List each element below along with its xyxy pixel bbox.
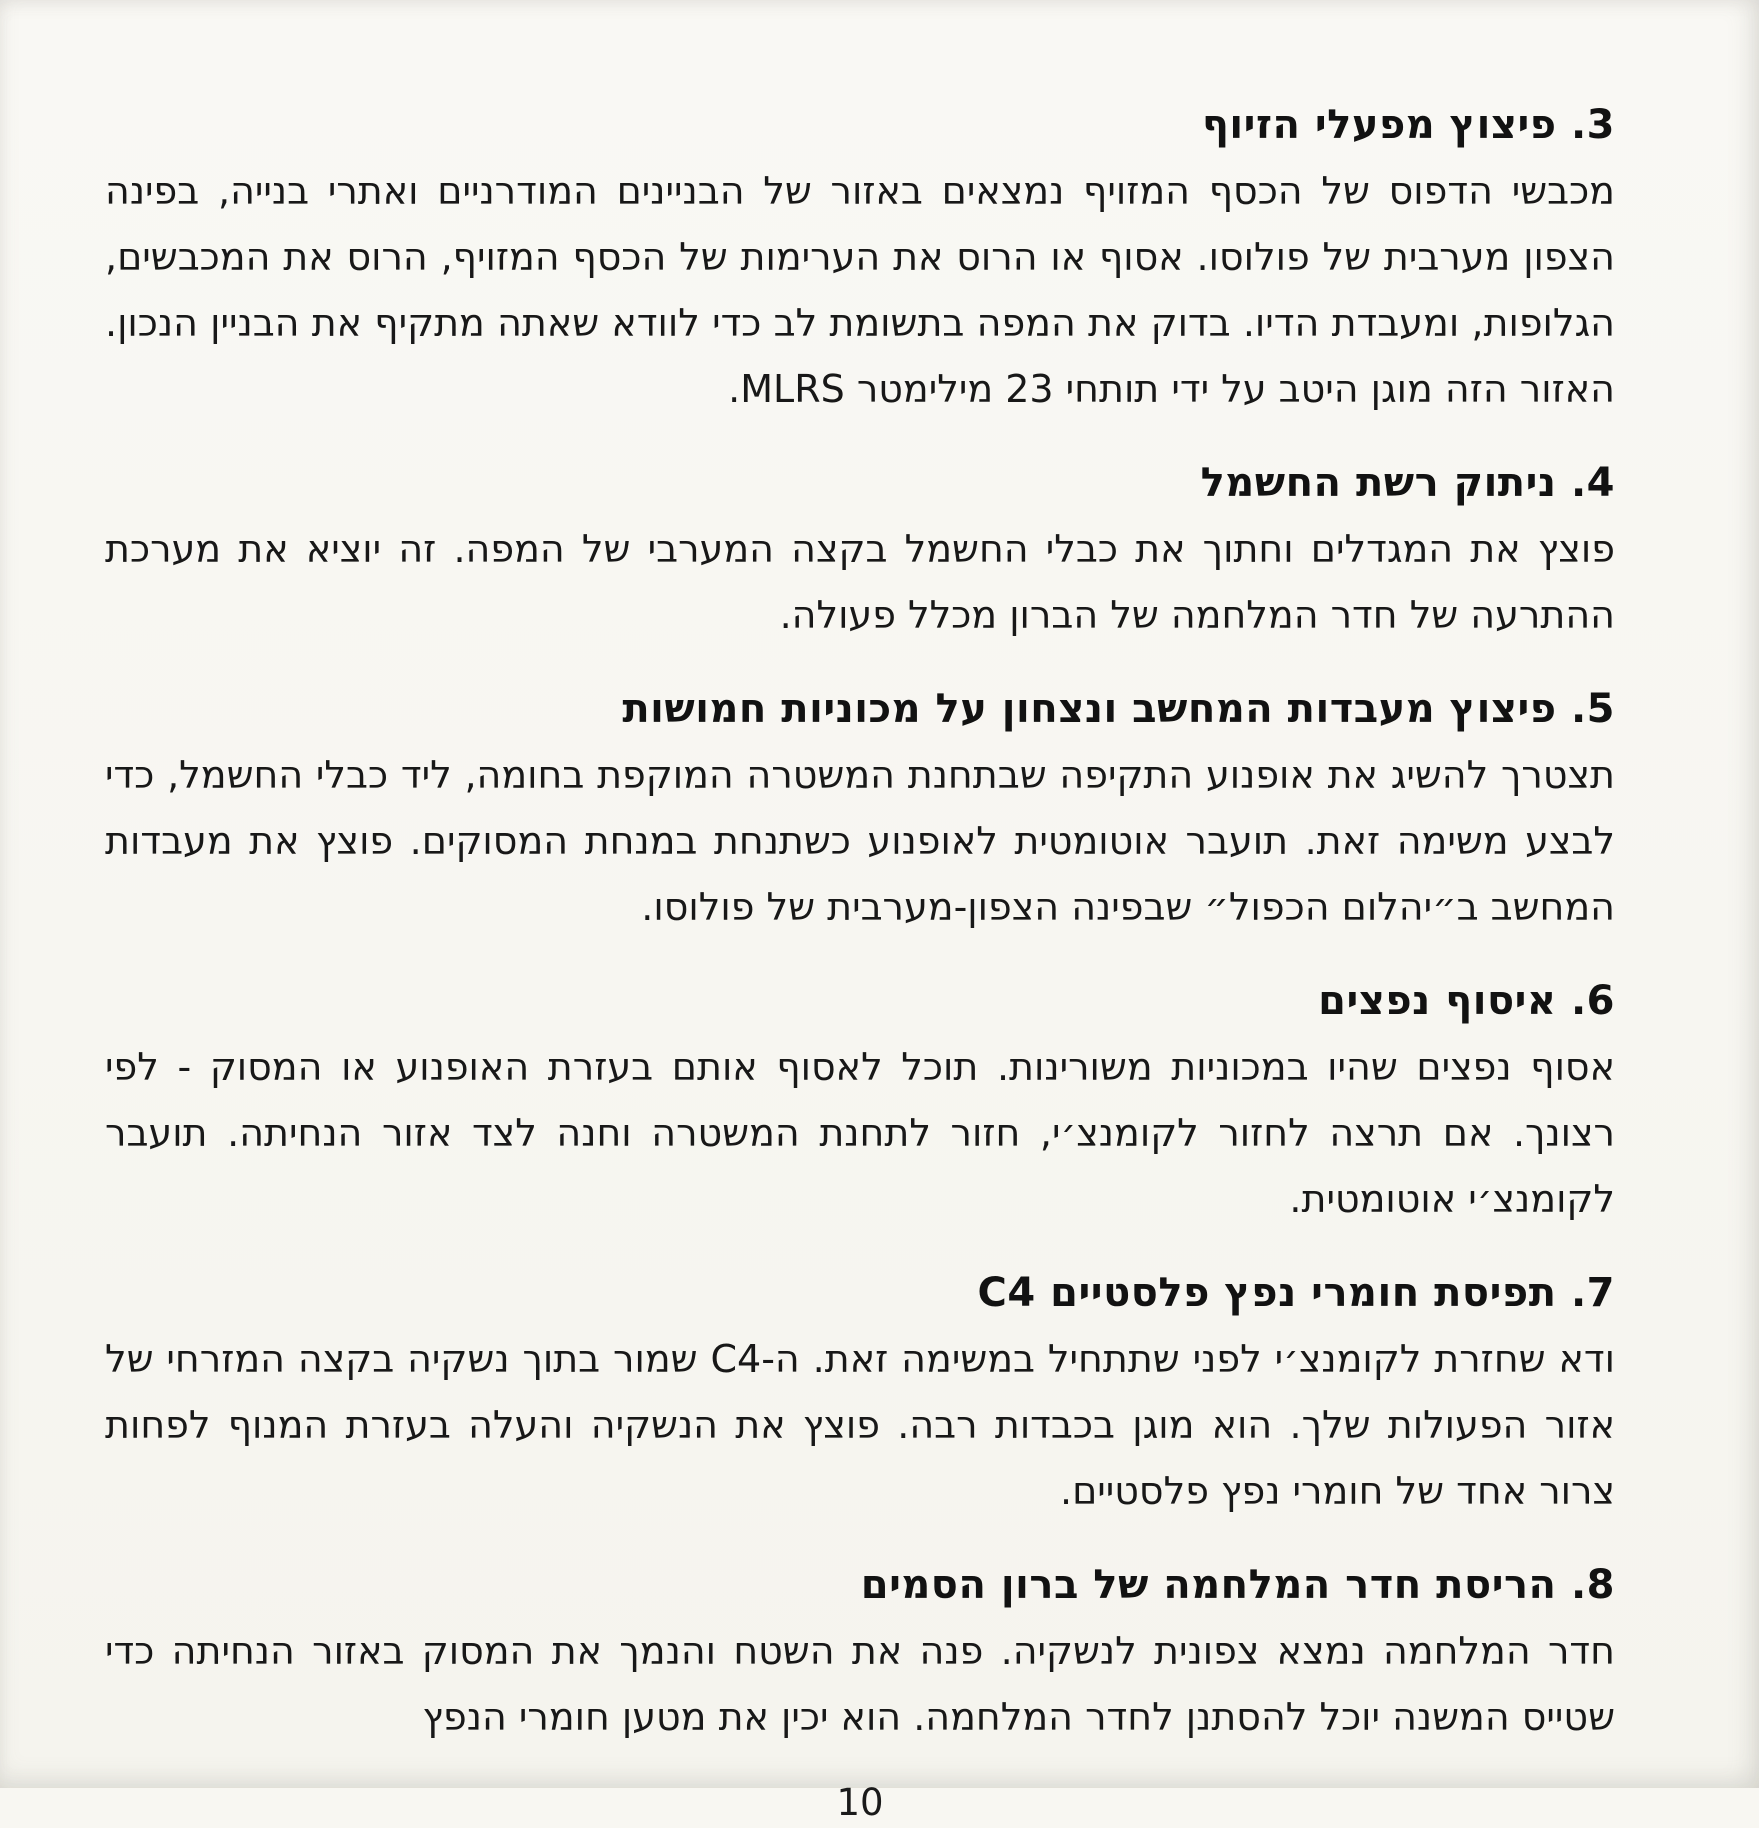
section-8-body: חדר המלחמה נמצא צפונית לנשקיה. פנה את השטח והנמך את המסוק באזור הנחיתה כדי שטייס המשנה יוכל להסתנן לחדר המלחמה. הוא יכין את מטען חומרי הנפץ bbox=[105, 1629, 1615, 1739]
section-3 bbox=[105, 92, 1615, 422]
page-number: 10 bbox=[836, 1781, 884, 1824]
section-4-heading: 4. ניתוק רשת החשמל bbox=[1200, 460, 1615, 506]
page-content bbox=[105, 92, 1615, 1828]
section-6-body: אסוף נפצים שהיו במכוניות משורינות. תוכל לאסוף אותם בעזרת האופנוע או המסוק - לפי רצונך. אם תרצה לחזור לקומנצ׳י, חזור לתחנת המשטרה וחנה לצד אזור הנחיתה. תועבר לקומנצ׳י אוטומטית. bbox=[105, 1045, 1615, 1221]
section-5-heading: 5. פיצוץ מעבדות המחשב ונצחון על מכוניות חמושות bbox=[622, 686, 1615, 732]
section-3-body: מכבשי הדפוס של הכסף המזויף נמצאים באזור של הבניינים המודרניים ואתרי בנייה, בפינה הצפון מערבית של פולוסו. אסוף או הרוס את הערימות של הכסף המזויף, הרוס את המכבשים, הגלופות, ומעבדת הדיו. בדוק את המפה בתשומת לב כדי לוודא שאתה מתקיף את הבניין הנכון. האזור הזה מוגן היטב על ידי תותחי 23 מילימטר MLRS. bbox=[105, 169, 1615, 411]
section-4-body: פוצץ את המגדלים וחתוך את כבלי החשמל בקצה המערבי של המפה. זה יוציא את מערכת ההתרעה של חדר המלחמה של הברון מכלל פעולה. bbox=[105, 527, 1615, 637]
section-6 bbox=[105, 968, 1615, 1232]
section-8 bbox=[105, 1552, 1615, 1750]
section-6-heading: 6. איסוף נפצים bbox=[1318, 978, 1615, 1024]
section-8-heading: 8. הריסת חדר המלחמה של ברון הסמים bbox=[860, 1562, 1615, 1608]
section-5-body: תצטרך להשיג את אופנוע התקיפה שבתחנת המשטרה המוקפת בחומה, ליד כבלי החשמל, כדי לבצע משימה זאת. תועבר אוטומטית לאופנוע כשתנחת במנחת המסוקים. פוצץ את מעבדות המחשב ב״יהלום הכפול״ שבפינה הצפון-מערבית של פולוסו. bbox=[105, 753, 1615, 929]
section-7-heading: 7. תפיסת חומרי נפץ פלסטיים C4 bbox=[977, 1270, 1615, 1316]
section-7 bbox=[105, 1260, 1615, 1524]
section-7-body: ודא שחזרת לקומנצ׳י לפני שתתחיל במשימה זאת. ה-C4 שמור בתוך נשקיה בקצה המזרחי של אזור הפעולות שלך. הוא מוגן בכבדות רבה. פוצץ את הנשקיה והעלה בעזרת המנוף לפחות צרור אחד של חומרי נפץ פלסטיים. bbox=[105, 1337, 1615, 1513]
section-4 bbox=[105, 450, 1615, 648]
section-3-heading: 3. פיצוץ מפעלי הזיוף bbox=[1201, 102, 1615, 148]
section-5 bbox=[105, 676, 1615, 940]
